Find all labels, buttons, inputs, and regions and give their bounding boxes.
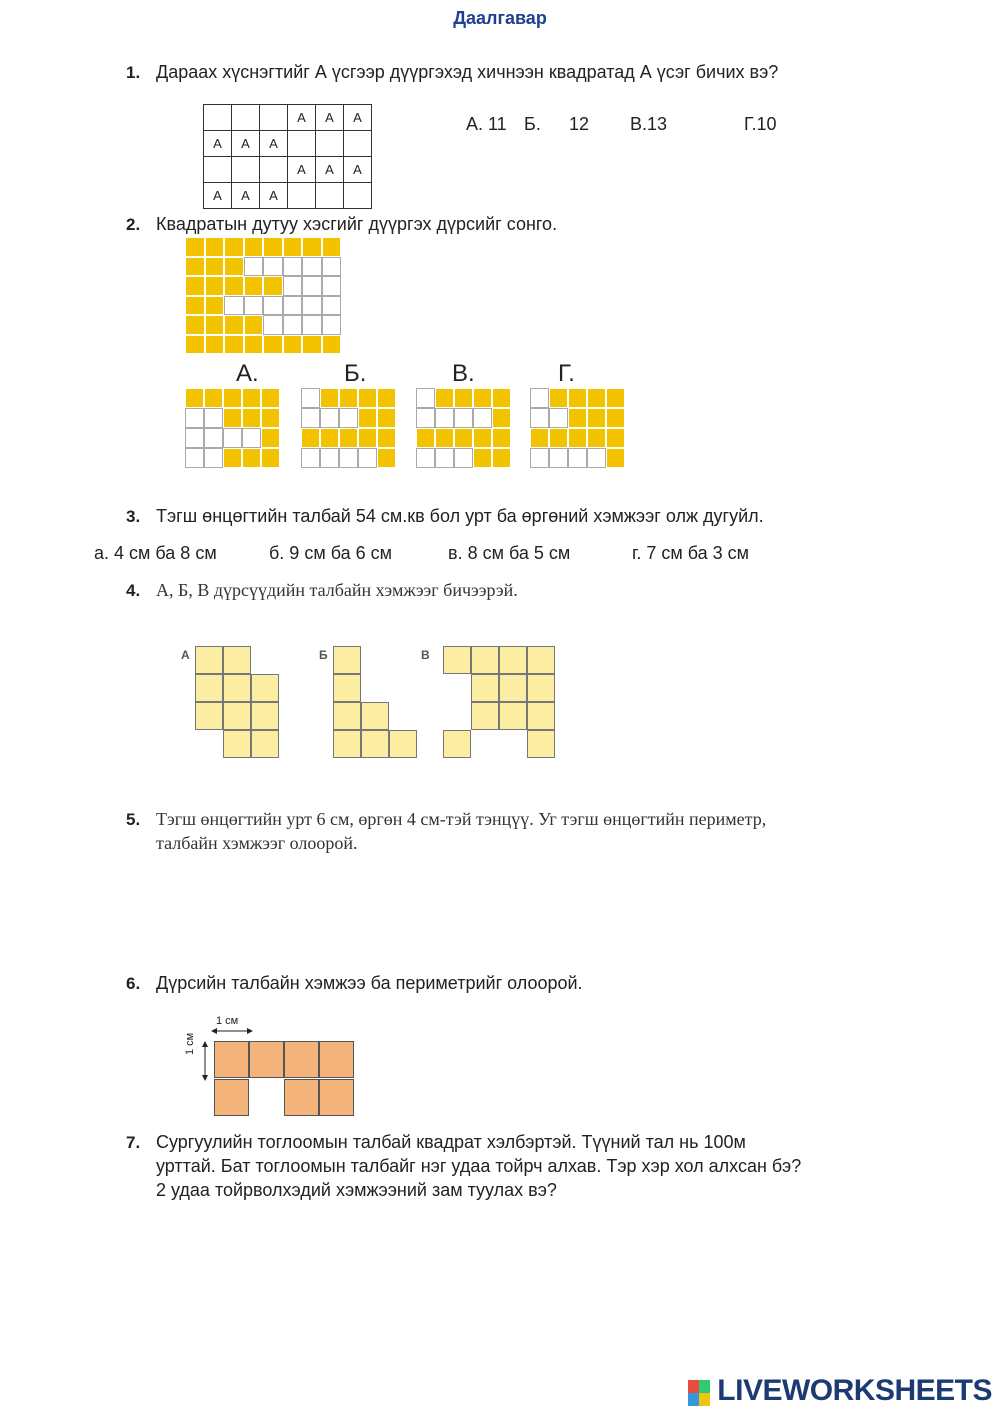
q2-option-v-cell	[492, 428, 511, 448]
q2-main-cell	[224, 315, 244, 335]
q2-option-a-cell	[242, 388, 261, 408]
q4-figure-v-cell	[443, 730, 471, 758]
q2-option-v-cell	[492, 388, 511, 408]
q2-option-g-cell	[587, 428, 606, 448]
q3-answer-a[interactable]: а. 4 см ба 8 см	[94, 543, 217, 563]
q4-figure-a-cell	[195, 702, 223, 730]
q2-main-cell	[263, 315, 283, 335]
q2-option-a-cell	[185, 388, 204, 408]
q6-figure-cell	[284, 1041, 319, 1078]
q2-option-a-cell	[223, 388, 242, 408]
q2-option-a-cell	[223, 408, 242, 428]
q2-number: 2.	[126, 215, 141, 234]
q4-figure-v-cell	[471, 674, 499, 702]
q6-figure-cell	[319, 1079, 354, 1116]
q2-option-b-cell	[377, 388, 396, 408]
q1-grid-cell[interactable]	[344, 131, 372, 157]
q2-main-cell	[185, 315, 205, 335]
q2-option-v-cell	[416, 428, 435, 448]
q1-grid-cell[interactable]: А	[260, 183, 288, 209]
q4-label-v: В	[421, 648, 430, 662]
q2-option-v-cell	[454, 428, 473, 448]
q2-main-cell	[244, 296, 264, 316]
q6-figure-cell	[284, 1079, 319, 1116]
q4-figure-v-cell	[443, 646, 471, 674]
q2-main-cell	[244, 237, 264, 257]
q2-main-cell	[283, 296, 303, 316]
q6-text: Дүрсийн талбайн хэмжээ ба периметрийг олоорой.	[156, 973, 583, 993]
q1-grid-cell[interactable]: А	[204, 183, 232, 209]
q1-grid-cell[interactable]	[288, 131, 316, 157]
q5-number: 5.	[126, 810, 141, 829]
q4-figure-b-cell	[361, 730, 389, 758]
q2-main-cell	[205, 335, 225, 355]
q2-main-cell	[224, 237, 244, 257]
q2-main-cell	[244, 335, 264, 355]
q6-figure-cell	[214, 1041, 249, 1078]
q2-option-a-cell	[261, 388, 280, 408]
q7-line3: 2 удаа тойрволхэдий хэмжээний зам туулах вэ?	[156, 1180, 557, 1200]
q2-main-cell	[244, 315, 264, 335]
q2-option-b-cell	[339, 388, 358, 408]
q4-figure-a-cell	[223, 730, 251, 758]
q2-option-g-cell	[530, 428, 549, 448]
q2-option-g-cell	[549, 408, 568, 428]
q7-number: 7.	[126, 1133, 141, 1152]
q4-figure-a-cell	[223, 646, 251, 674]
q1-grid-cell[interactable]: А	[316, 157, 344, 183]
q2-option-label-a: А.	[236, 360, 259, 387]
q2-main-cell	[263, 257, 283, 277]
q2-main-cell	[322, 296, 342, 316]
q2-main-cell	[185, 257, 205, 277]
q1-grid-cell[interactable]: А	[344, 157, 372, 183]
q2-main-cell	[322, 257, 342, 277]
q2-main-cell	[185, 276, 205, 296]
q1-grid-cell[interactable]: А	[232, 183, 260, 209]
q2-option-v-cell	[435, 428, 454, 448]
q2-option-a-cell	[242, 408, 261, 428]
q2-main-cell	[302, 296, 322, 316]
q1-grid-cell[interactable]: А	[204, 131, 232, 157]
q2-option-v-cell	[473, 428, 492, 448]
q6-width-label: 1 см	[216, 1015, 239, 1027]
q2-option-a-cell	[185, 428, 204, 448]
q2-option-b-cell	[358, 388, 377, 408]
q2-option-b-cell	[377, 408, 396, 428]
q2-option-a-cell	[204, 388, 223, 408]
q4-figure-b-cell	[361, 702, 389, 730]
q2-main-cell	[224, 296, 244, 316]
q2-main-cell	[224, 335, 244, 355]
q1-grid-cell[interactable]	[260, 157, 288, 183]
q6-figure-cell	[319, 1041, 354, 1078]
q1-grid-cell[interactable]	[288, 183, 316, 209]
q2-main-cell	[205, 315, 225, 335]
q2-main-cell	[302, 237, 322, 257]
q2-option-a-cell	[185, 408, 204, 428]
q2-option-v-cell	[416, 408, 435, 428]
q5-line1: Тэгш өнцөгтийн урт 6 см, өргөн 4 см-тэй тэнцүү. Уг тэгш өнцөгтийн периметр,	[156, 809, 767, 829]
q4-figure-b-cell	[333, 730, 361, 758]
q2-option-v-cell	[454, 448, 473, 468]
q2-option-b-cell	[301, 428, 320, 448]
q2-option-g-cell	[549, 448, 568, 468]
q2-text: Квадратын дутуу хэсгийг дүүргэх дүрсийг сонго.	[156, 214, 558, 234]
q2-option-a-cell	[242, 428, 261, 448]
q4-figure-v-cell	[499, 646, 527, 674]
q2-option-g-cell	[606, 408, 625, 428]
q2-main-cell	[185, 335, 205, 355]
q2-option-g-cell	[568, 388, 587, 408]
q4-text: А, Б, В дүрсүүдийн талбайн хэмжээг бичээрэй.	[156, 580, 518, 600]
q3-answer-b[interactable]: б. 9 см ба 6 см	[269, 543, 392, 563]
q2-option-a[interactable]	[185, 388, 280, 468]
q4-figure-a-cell	[251, 702, 279, 730]
q4-figure-a-cell	[223, 674, 251, 702]
q2-option-v-cell	[492, 448, 511, 468]
q5-line2: талбайн хэмжээг олоорой.	[156, 833, 358, 853]
q2-main-cell	[302, 315, 322, 335]
q3-number: 3.	[126, 507, 141, 526]
q2-option-g-cell	[587, 448, 606, 468]
q2-option-v-cell	[473, 408, 492, 428]
q2-option-g-cell	[530, 388, 549, 408]
q2-option-g-cell	[530, 408, 549, 428]
q2-main-cell	[283, 276, 303, 296]
q4-figure-a-cell	[251, 730, 279, 758]
q2-option-b-cell	[377, 428, 396, 448]
q2-option-v-cell	[454, 408, 473, 428]
q1-grid-cell[interactable]	[344, 183, 372, 209]
q4-figure-b	[333, 646, 417, 758]
q2-option-b-cell	[301, 388, 320, 408]
q4-figure-b-cell	[333, 646, 361, 674]
q1-grid-row	[204, 157, 372, 183]
q4-label-b: Б	[319, 648, 328, 662]
q2-option-a-cell	[204, 408, 223, 428]
q2-main-cell	[244, 257, 264, 277]
q2-option-b-cell	[301, 448, 320, 468]
q2-option-a-cell	[223, 428, 242, 448]
q4-figure-v-cell	[527, 730, 555, 758]
q2-main-cell	[283, 237, 303, 257]
q2-option-g-cell	[587, 388, 606, 408]
q2-option-g-cell	[606, 388, 625, 408]
q3-answer-v[interactable]: в. 8 см ба 5 см	[448, 543, 571, 563]
q1-grid-cell[interactable]: А	[316, 105, 344, 131]
q1-grid-row	[204, 131, 372, 157]
q2-option-label-g: Г.	[558, 360, 575, 387]
q2-option-b-cell	[339, 448, 358, 468]
q2-option-g-cell	[568, 408, 587, 428]
q2-main-cell	[283, 335, 303, 355]
q2-option-b-cell	[358, 448, 377, 468]
watermark: LIVEWORKSHEETS	[717, 1374, 992, 1407]
q2-main-cell	[263, 335, 283, 355]
q2-option-g-cell	[606, 448, 625, 468]
q2-option-b-cell	[320, 428, 339, 448]
q2-main-cell	[283, 315, 303, 335]
q2-option-g-cell	[549, 428, 568, 448]
q2-option-v[interactable]	[416, 388, 511, 468]
q2-main-cell	[224, 257, 244, 277]
q4-figure-v-cell	[471, 702, 499, 730]
q2-main-cell	[322, 335, 342, 355]
q4-figure-a	[195, 646, 279, 758]
q2-option-v-cell	[416, 448, 435, 468]
q1-grid-row	[204, 183, 372, 209]
q4-figure-v-cell	[527, 674, 555, 702]
q2-option-v-cell	[435, 448, 454, 468]
q1-grid-cell[interactable]: А	[260, 131, 288, 157]
q1-grid-cell[interactable]	[232, 157, 260, 183]
q1-grid-cell[interactable]	[204, 105, 232, 131]
q2-main-cell	[205, 257, 225, 277]
q2-option-label-v: В.	[452, 360, 475, 387]
q3-text: Тэгш өнцөгтийн талбай 54 см.кв бол урт ба өргөний хэмжээг олж дугуйл.	[156, 506, 764, 526]
q6-height-arrow	[201, 1041, 209, 1081]
q2-option-v-cell	[454, 388, 473, 408]
q6-figure	[214, 1041, 355, 1118]
q2-option-b-cell	[320, 448, 339, 468]
q1-answer-b-value[interactable]: 12	[569, 114, 590, 134]
q6-height-label: 1 см	[184, 1032, 196, 1055]
q2-main-cell	[185, 237, 205, 257]
q4-label-a: А	[181, 648, 190, 662]
q2-option-b-cell	[358, 428, 377, 448]
q2-option-v-cell	[435, 388, 454, 408]
q2-main-cell	[205, 296, 225, 316]
watermark-logo-icon	[688, 1380, 710, 1406]
q2-option-a-cell	[223, 448, 242, 468]
q1-answer-b[interactable]: Б.	[524, 114, 541, 134]
q4-figure-a-cell	[195, 646, 223, 674]
q2-main-cell	[283, 257, 303, 277]
q1-number: 1.	[126, 63, 141, 82]
q2-main-cell	[205, 237, 225, 257]
q1-grid-cell[interactable]: А	[344, 105, 372, 131]
q2-option-b-cell	[320, 408, 339, 428]
q2-main-cell	[302, 257, 322, 277]
q4-number: 4.	[126, 581, 141, 600]
q2-option-a-cell	[185, 448, 204, 468]
q2-option-v-cell	[473, 388, 492, 408]
q4-figure-b-cell	[333, 674, 361, 702]
q7-line2: урттай. Бат тоглоомын талбайг нэг удаа тойрч алхав. Тэр хэр хол алхсан бэ?	[156, 1156, 802, 1176]
q2-option-a-cell	[261, 408, 280, 428]
q2-main-cell	[322, 276, 342, 296]
q2-option-g-cell	[568, 428, 587, 448]
q2-option-a-cell	[242, 448, 261, 468]
q2-option-v-cell	[473, 448, 492, 468]
q2-option-a-cell	[261, 428, 280, 448]
q1-letter-grid	[203, 104, 372, 209]
q2-option-v-cell	[435, 408, 454, 428]
q4-figure-a-cell	[251, 674, 279, 702]
q2-option-b-cell	[320, 388, 339, 408]
q2-option-g-cell	[587, 408, 606, 428]
q6-figure-cell	[214, 1079, 249, 1116]
q2-option-b-cell	[339, 428, 358, 448]
q1-grid-cell[interactable]	[316, 131, 344, 157]
q7-line1: Сургуулийн тоглоомын талбай квадрат хэлбэртэй. Түүний тал нь 100м	[156, 1132, 746, 1152]
q2-main-cell	[263, 296, 283, 316]
q4-figure-v-cell	[499, 674, 527, 702]
q2-option-b-cell	[301, 408, 320, 428]
q1-text: Дараах хүснэгтийг А үсгээр дүүргэхэд хичнээн квадратад А үсэг бичих вэ?	[156, 62, 779, 82]
q4-figure-a-cell	[195, 674, 223, 702]
q2-option-g-cell	[530, 448, 549, 468]
q2-main-cell	[302, 276, 322, 296]
q2-main-cell	[263, 237, 283, 257]
q2-option-a-cell	[204, 448, 223, 468]
q1-grid-cell[interactable]	[232, 105, 260, 131]
page-title: Даалгавар	[453, 8, 547, 28]
q2-main-cell	[263, 276, 283, 296]
q1-grid-cell[interactable]: А	[232, 131, 260, 157]
q1-grid-cell[interactable]: А	[288, 157, 316, 183]
q6-width-arrow	[211, 1027, 253, 1035]
q1-grid-cell[interactable]: А	[288, 105, 316, 131]
q6-figure-cell	[249, 1041, 284, 1078]
q2-main-cell	[224, 276, 244, 296]
q2-option-v-cell	[492, 408, 511, 428]
q2-option-g-cell	[549, 388, 568, 408]
q2-option-label-b: Б.	[344, 360, 367, 387]
q2-option-b-cell	[339, 408, 358, 428]
q2-main-cell	[322, 237, 342, 257]
q1-grid-cell[interactable]	[316, 183, 344, 209]
q4-figure-v-cell	[499, 702, 527, 730]
q4-figure-v	[443, 646, 555, 758]
q2-option-v-cell	[416, 388, 435, 408]
q2-option-b-cell	[358, 408, 377, 428]
q2-main-cell	[302, 335, 322, 355]
q2-option-b-cell	[377, 448, 396, 468]
q1-grid-row	[204, 105, 372, 131]
q2-option-a-cell	[204, 428, 223, 448]
q2-option-g[interactable]	[530, 388, 625, 468]
q2-option-b[interactable]	[301, 388, 396, 468]
q1-answer-a[interactable]: А. 11	[466, 114, 507, 134]
q4-figure-b-cell	[389, 730, 417, 758]
q1-grid-cell[interactable]	[204, 157, 232, 183]
q2-main-cell	[244, 276, 264, 296]
q1-answer-g[interactable]: Г.10	[744, 114, 777, 134]
q6-number: 6.	[126, 974, 141, 993]
q2-main-cell	[205, 276, 225, 296]
q2-incomplete-square	[185, 237, 341, 354]
q2-main-cell	[185, 296, 205, 316]
q4-figure-v-cell	[471, 646, 499, 674]
q2-main-cell	[322, 315, 342, 335]
q4-figure-v-cell	[527, 646, 555, 674]
q2-option-a-cell	[261, 448, 280, 468]
q2-option-g-cell	[606, 428, 625, 448]
q3-answer-g[interactable]: г. 7 см ба 3 см	[632, 543, 750, 563]
q2-option-g-cell	[568, 448, 587, 468]
q4-figure-b-cell	[333, 702, 361, 730]
q1-answer-v[interactable]: В.13	[630, 114, 668, 134]
q4-figure-a-cell	[223, 702, 251, 730]
q1-grid-cell[interactable]	[260, 105, 288, 131]
q4-figure-v-cell	[527, 702, 555, 730]
